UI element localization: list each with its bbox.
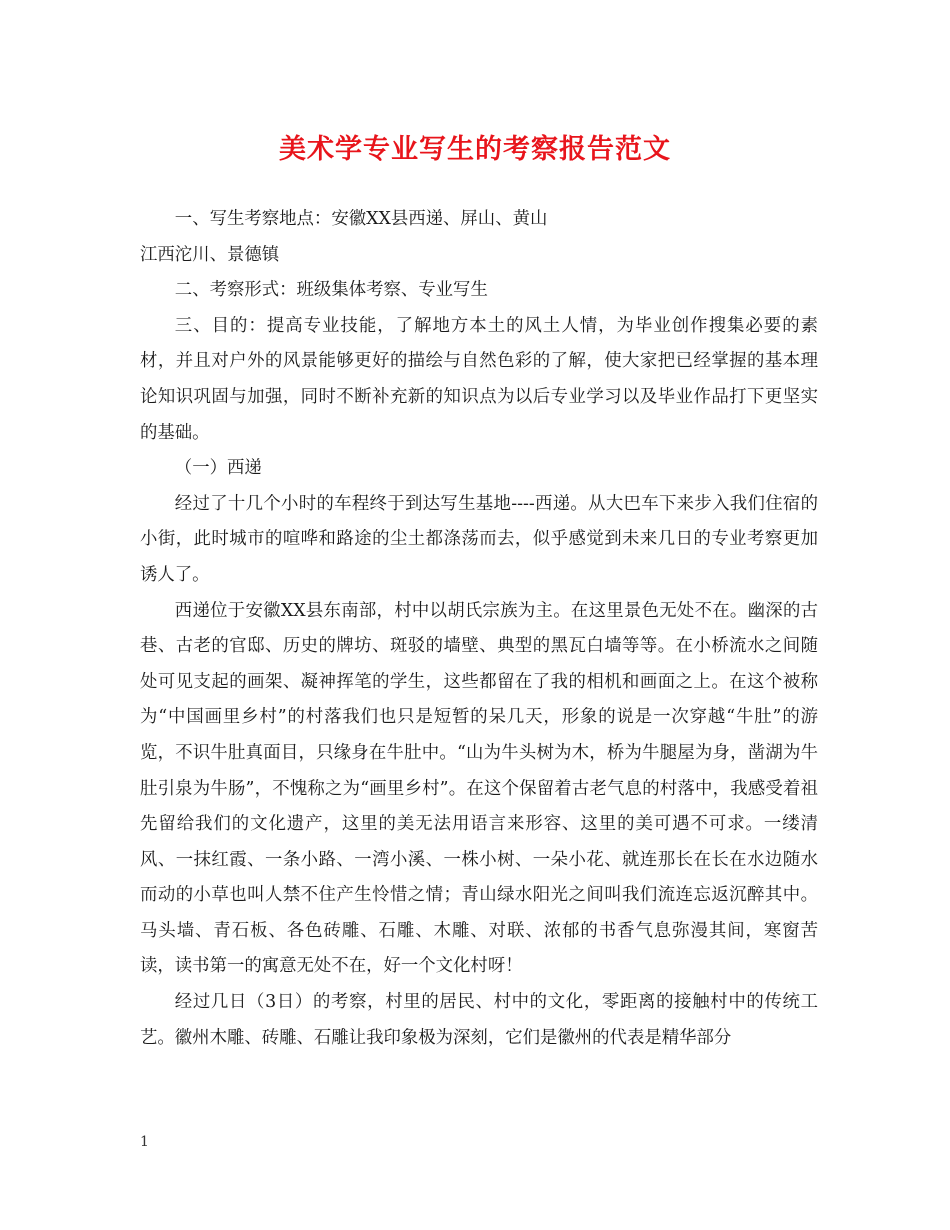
document-title: 美术学专业写生的考察报告范文 — [279, 134, 671, 165]
paragraph-form: 二、考察形式：班级集体考察、专业写生 — [174, 280, 488, 301]
paragraph-arrival: 经过了十几个小时的车程终于到达写生基地----西递。从大巴车下来步入我们住宿的小街，此时城市的喧哗和路途的尘土都涤荡而去，似乎感觉到未来几日的专业考察更加诱人了。 — [140, 493, 818, 585]
document-body — [140, 202, 818, 1056]
section-heading-xidi: （一）西递 — [174, 458, 262, 479]
paragraph-location-cont: 江西沱川、景德镇 — [140, 244, 280, 265]
page-number: 1 — [140, 1134, 149, 1150]
paragraph-location: 一、写生考察地点：安徽XX县西递、屏山、黄山 — [174, 209, 548, 229]
paragraph-purpose: 三、目的：提高专业技能，了解地方本土的风土人情，为毕业创作搜集必要的素材，并且对户外的风景能够更好的描绘与自然色彩的了解，使大家把已经掌握的基本理论知识巩固与加强，同时不断补充新的知识点为以后专业学习以及毕业作品打下更坚实的基础。 — [140, 315, 818, 443]
paragraph-craft: 经过几日（3日）的考察，村里的居民、村中的文化，零距离的接触村中的传统工艺。徽州木雕、砖雕、石雕让我印象极为深刻，它们是徽州的代表是精华部分 — [140, 992, 818, 1048]
paragraph-xidi-description: 西递位于安徽XX县东南部，村中以胡氏宗族为主。在这里景色无处不在。幽深的古巷、古老的官邸、历史的牌坊、斑驳的墙壁、典型的黑瓦白墙等等。在小桥流水之间随处可见支起的画架、凝神挥笔的学生，这些都留在了我的相机和画面之上。在这个被称为“中国画里乡村”的村落我们也只是短暂的呆几天，形象的说是一次穿越“牛肚”的游览，不识牛肚真面目，只缘身在牛肚中。“山为牛头树为木，桥为牛腿屋为身，凿湖为牛肚引泉为牛肠”，不愧称之为“画里乡村”。在这个保留着古老气息的村落中，我感受着祖先留给我们的文化遗产，这里的美无法用语言来形容、这里的美可遇不可求。一缕清风、一抹红霞、一条小路、一湾小溪、一株小树、一朵小花、就连那长在长在水边随水而动的小草也叫人禁不住产生怜惜之情；青山绿水阳光之间叫我们流连忘返沉醉其中。马头墙、青石板、各色砖雕、石雕、木雕、对联、浓郁的书香气息弥漫其间，寒窗苦读，读书第一的寓意无处不在，好一个文化村呀！ — [140, 600, 818, 977]
